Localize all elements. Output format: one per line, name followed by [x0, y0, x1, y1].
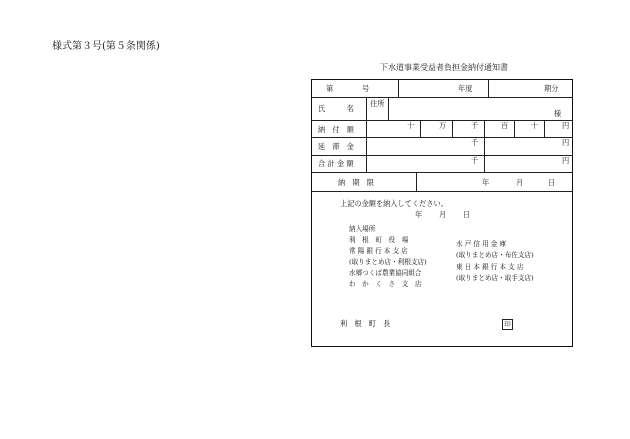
place-item: 水郷つくば農業協同組合	[349, 269, 422, 277]
unit-sen: 千	[471, 121, 479, 130]
row-divider	[312, 191, 572, 192]
digit-divider	[484, 120, 485, 137]
digit-divider	[420, 120, 421, 137]
row-divider	[312, 97, 572, 98]
column-divider	[488, 80, 489, 97]
column-divider	[388, 97, 389, 120]
fiscal-year-label: 年度	[458, 84, 473, 93]
row-divider	[312, 172, 572, 173]
unit-sen: 千	[471, 138, 479, 147]
due-year: 年	[482, 178, 490, 187]
unit-hyaku: 百	[501, 121, 509, 130]
place-item: (取りまとめ店・取手支店)	[456, 274, 534, 282]
column-divider	[398, 80, 399, 97]
period-label: 期分	[544, 84, 559, 93]
place-item: (取りまとめ店・利根支店)	[349, 258, 427, 266]
digit-divider	[452, 120, 453, 137]
payment-notice-form	[311, 79, 573, 347]
address-label: 住所	[370, 99, 385, 108]
unit-jyu: 十	[531, 121, 539, 130]
honorific-sama: 様	[554, 109, 562, 118]
late-fee-label: 延 滞 金	[318, 142, 354, 151]
row-divider	[312, 137, 572, 138]
place-item: 東 日 本 銀 行 本 支 店	[456, 263, 524, 271]
name-label: 氏 名	[318, 104, 354, 113]
column-divider	[416, 172, 417, 191]
due-month: 月	[516, 178, 524, 187]
unit-en: 円	[562, 138, 570, 147]
total-amount-label: 合 計 金 額	[318, 159, 354, 168]
place-item: 利 根 町 役 場	[349, 236, 409, 244]
issue-month: 月	[439, 210, 447, 219]
payment-amount-label: 納 付 額	[318, 125, 354, 134]
payment-place-title: 納入場所	[349, 225, 376, 233]
unit-man: 万	[439, 121, 447, 130]
place-item: (取りまとめ店・布佐支店)	[456, 251, 534, 259]
unit-en: 円	[562, 156, 570, 165]
seal-mark: 印	[502, 319, 513, 330]
column-divider	[366, 97, 367, 172]
place-item: 水 戸 信 用 金 庫	[456, 240, 507, 248]
due-date-label: 納 期 限	[338, 178, 374, 187]
payment-request-text: 上記の金額を納入してください。	[340, 199, 448, 208]
issue-year: 年	[415, 210, 423, 219]
digit-divider	[514, 120, 515, 137]
issue-day: 日	[463, 210, 471, 219]
place-item: 常 陽 銀 行 本 支 店	[349, 247, 408, 255]
notice-number-label: 第 号	[326, 84, 370, 93]
unit-jyuman: 十	[407, 121, 415, 130]
unit-sen: 千	[471, 156, 479, 165]
row-divider	[312, 155, 572, 156]
digit-divider	[544, 120, 545, 137]
place-item: わ か く さ 支 店	[349, 280, 422, 288]
form-number-label: 様式第３号(第５条関係)	[52, 41, 160, 52]
due-day: 日	[548, 178, 556, 187]
mayor-label: 利 根 町 長	[340, 319, 391, 328]
document-title: 下水道事業受益者負担金納付通知書	[380, 63, 508, 72]
digit-divider	[484, 137, 485, 172]
unit-en: 円	[562, 121, 570, 130]
